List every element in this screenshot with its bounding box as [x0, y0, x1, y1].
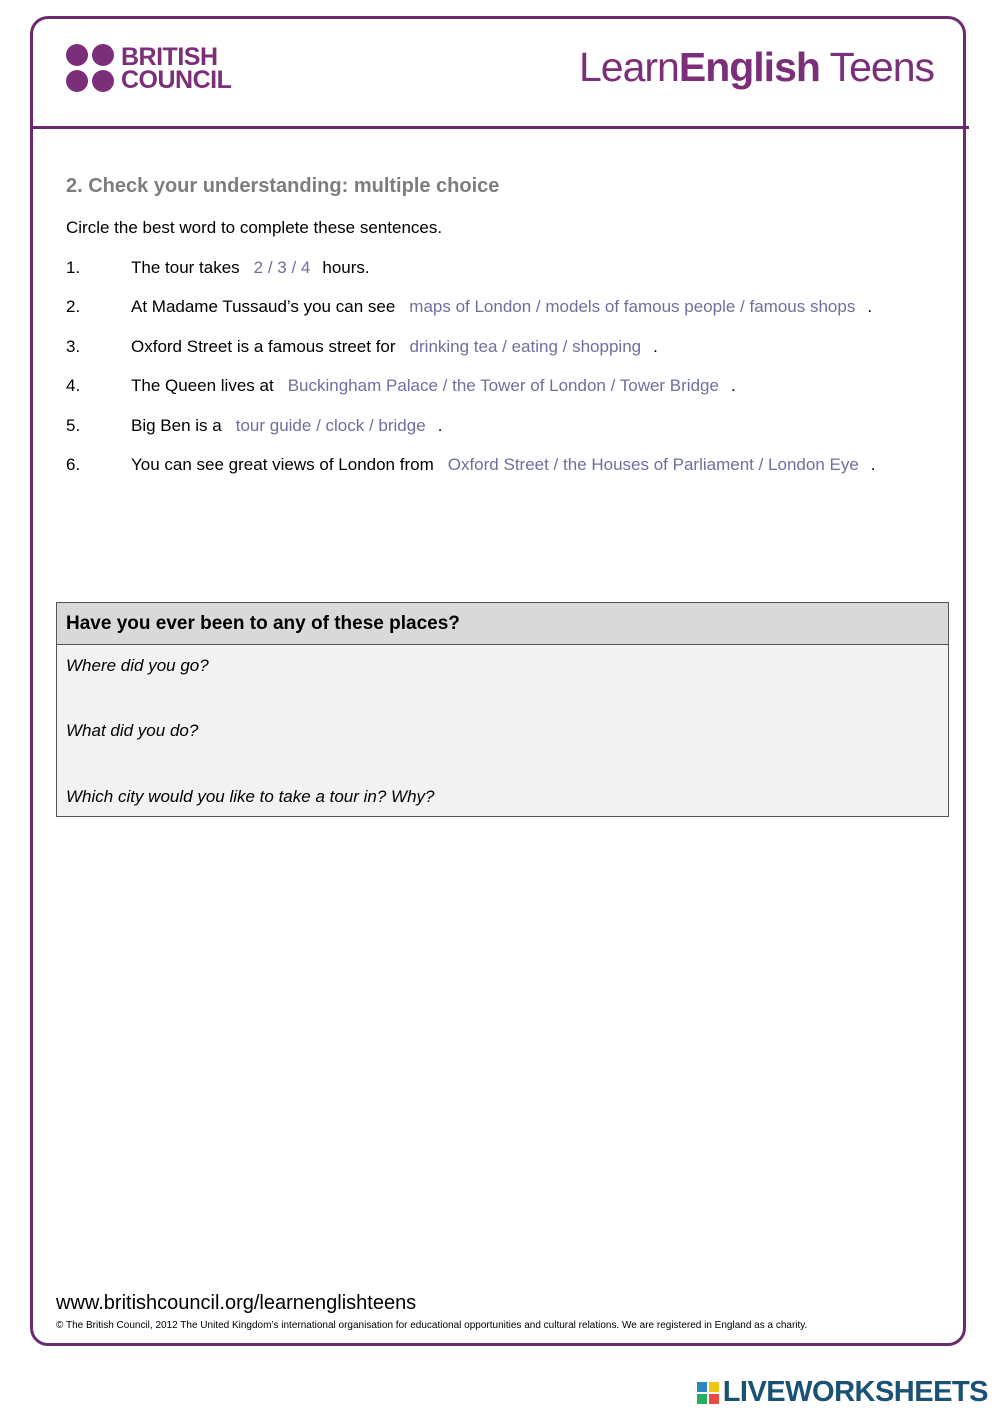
discussion-item: Where did you go?	[66, 656, 209, 675]
question-end: hours.	[322, 258, 370, 277]
question-number: 2.	[66, 297, 81, 316]
bc-line1: BRITISH	[121, 43, 218, 71]
question-number: 4.	[66, 376, 81, 395]
question-3	[66, 337, 658, 357]
question-6	[66, 455, 876, 475]
discussion-heading: Have you ever been to any of these places?	[57, 603, 948, 645]
question-end: .	[730, 376, 736, 395]
question-5	[66, 416, 442, 436]
liveworksheets-logo-icon	[697, 1382, 719, 1404]
liveworksheets-text: LIVEWORKSHEETS	[722, 1376, 988, 1408]
section-title: 2. Check your understanding: multiple choice	[66, 175, 500, 197]
learnenglish-teens-logo	[579, 44, 934, 91]
question-1	[66, 258, 370, 278]
liveworksheets-watermark	[697, 1376, 988, 1409]
question-number: 3.	[66, 337, 81, 356]
question-4	[66, 376, 736, 396]
british-council-dots-icon	[66, 44, 116, 94]
le-part2: English	[678, 44, 820, 90]
answer-options[interactable]: maps of London / models of famous people / famous shops	[409, 297, 856, 316]
header-divider	[30, 126, 969, 129]
british-council-logo	[66, 44, 231, 94]
question-number: 1.	[66, 258, 81, 277]
question-number: 6.	[66, 455, 81, 474]
footer-copyright: © The British Council, 2012 The United Kingdom’s international organisation for educational opportunities and cultural relations. We are registered in England as a charity.	[56, 1320, 808, 1331]
question-end: .	[437, 416, 443, 435]
discussion-box	[56, 602, 949, 817]
question-end: .	[653, 337, 658, 356]
answer-options[interactable]: 2 / 3 / 4	[253, 258, 311, 277]
le-part3: Teens	[819, 44, 934, 90]
question-text: Big Ben is a	[131, 416, 222, 435]
question-text: The Queen lives at	[131, 376, 274, 395]
question-text: The tour takes	[131, 258, 240, 277]
instruction: Circle the best word to complete these sentences.	[66, 218, 443, 237]
discussion-item: What did you do?	[66, 721, 199, 740]
discussion-item: Which city would you like to take a tour in? Why?	[66, 787, 435, 806]
answer-options[interactable]: Oxford Street / the Houses of Parliament / London Eye	[447, 455, 859, 474]
question-2	[66, 297, 872, 317]
question-text: You can see great views of London from	[131, 455, 434, 474]
question-number: 5.	[66, 416, 81, 435]
question-text: At Madame Tussaud’s you can see	[131, 297, 396, 316]
answer-options[interactable]: Buckingham Palace / the Tower of London / Tower Bridge	[287, 376, 719, 395]
bc-line2: COUNCIL	[121, 66, 232, 94]
question-text: Oxford Street is a famous street for	[131, 337, 396, 356]
question-end: .	[867, 297, 873, 316]
footer-url[interactable]: www.britishcouncil.org/learnenglishteens	[56, 1292, 417, 1314]
le-part1: Learn	[578, 44, 679, 90]
answer-options[interactable]: tour guide / clock / bridge	[235, 416, 426, 435]
question-end: .	[870, 455, 876, 474]
answer-options[interactable]: drinking tea / eating / shopping	[409, 337, 642, 356]
